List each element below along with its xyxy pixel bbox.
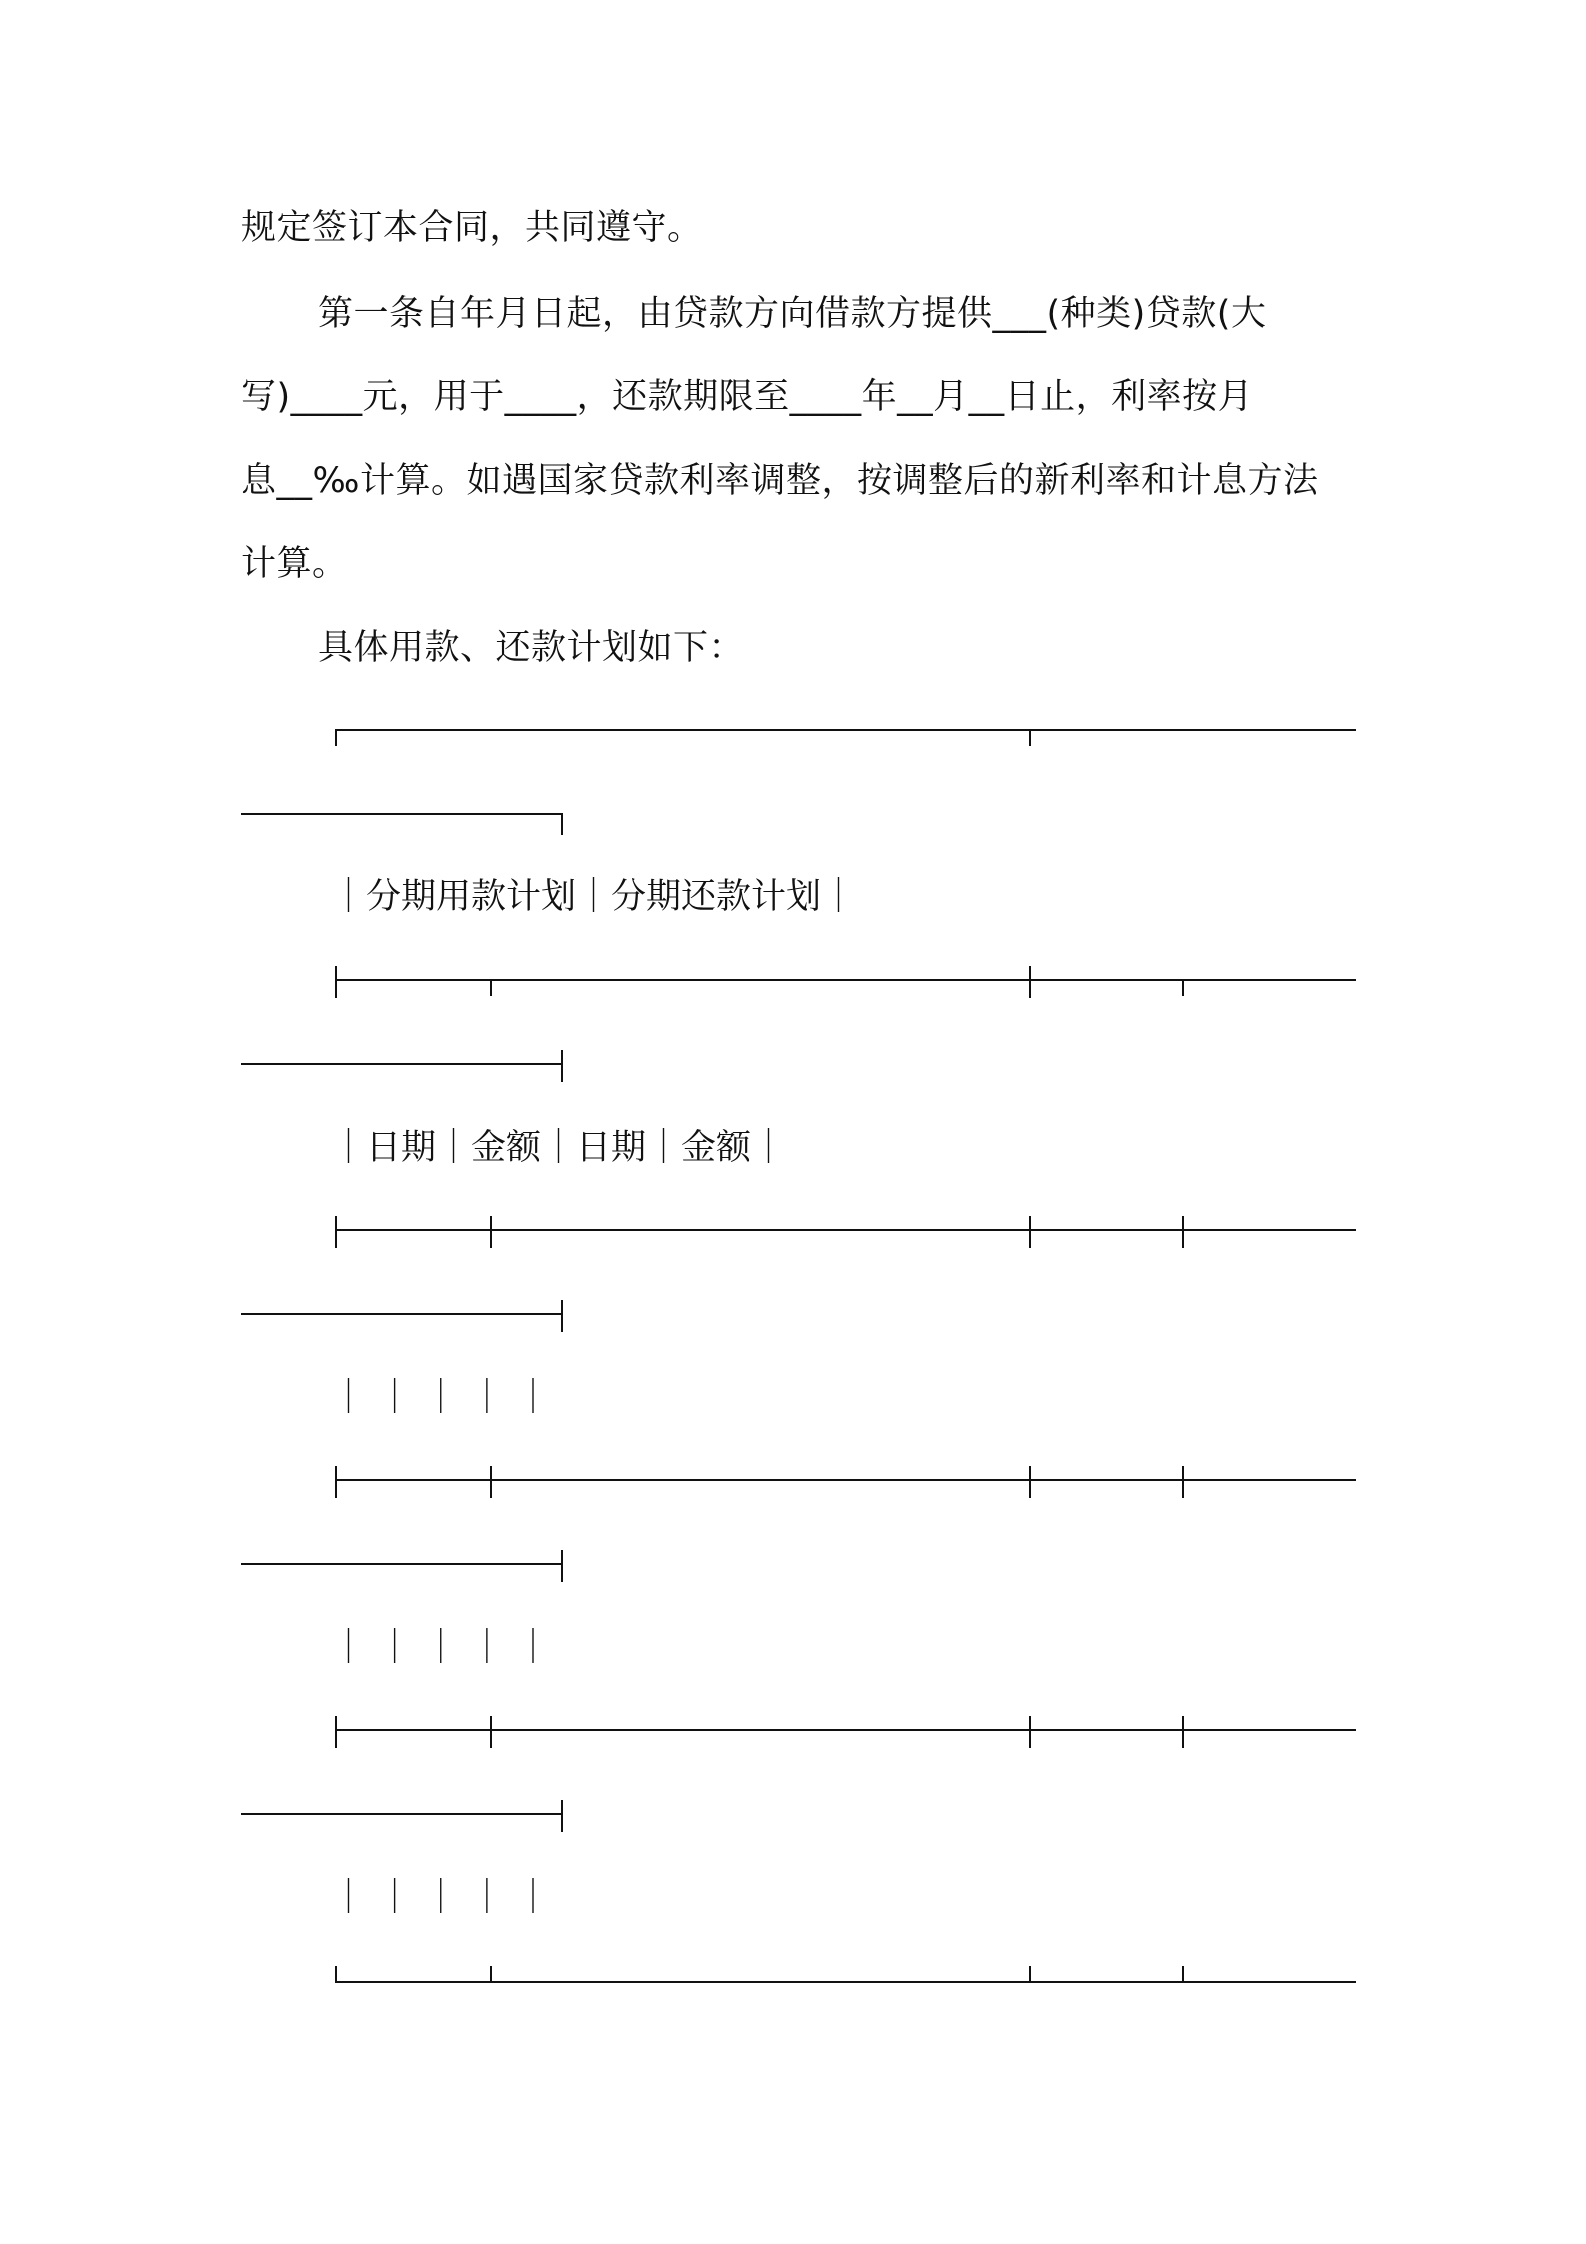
table-separator-tick [1029, 1216, 1031, 1248]
table-separator-tick [335, 1466, 337, 1498]
table-border-continuation [241, 1063, 562, 1065]
table-separator-tick [490, 1466, 492, 1498]
table-border-continuation [241, 813, 562, 815]
table-header-row: ｜分期用款计划｜分期还款计划｜ [331, 877, 857, 917]
table-separator-tick [335, 966, 337, 998]
table-column-tick [1029, 729, 1031, 746]
table-subheader-row: ｜日期｜金额｜日期｜金额｜ [331, 1128, 787, 1168]
table-separator-tick [1182, 1216, 1184, 1248]
table-bottom-tick [490, 1966, 492, 1983]
table-bottom-tick [1182, 1966, 1184, 1983]
table-empty-row: ｜ ｜ ｜ ｜ ｜ [331, 1878, 551, 1918]
table-end-tick [561, 1800, 563, 1832]
table-separator-tick [1029, 966, 1031, 998]
table-separator-tick [1182, 1716, 1184, 1748]
table-empty-row: ｜ ｜ ｜ ｜ ｜ [331, 1378, 551, 1418]
paragraph-line-5: 计算。 [241, 544, 348, 584]
table-bottom-tick [335, 1966, 337, 1983]
table-separator-tick [490, 1216, 492, 1248]
table-top-border [337, 729, 1356, 731]
paragraph-line-1: 规定签订本合同，共同遵守。 [241, 208, 703, 248]
table-end-tick [561, 813, 563, 835]
table-bottom-tick [1029, 1966, 1031, 1983]
paragraph-line-3: 写)____元，用于____，还款期限至____年__月__日止，利率按月 [241, 377, 1254, 417]
table-separator-tick [335, 1216, 337, 1248]
table-separator-tick [1182, 1466, 1184, 1498]
paragraph-line-4: 息__‰计算。如遇国家贷款利率调整，按调整后的新利率和计息方法 [241, 461, 1319, 501]
table-end-tick [561, 1300, 563, 1332]
table-separator-tick [1029, 1716, 1031, 1748]
table-empty-row: ｜ ｜ ｜ ｜ ｜ [331, 1628, 551, 1668]
table-corner-tick [335, 729, 337, 746]
table-separator-tick [490, 979, 492, 996]
table-end-tick [561, 1050, 563, 1082]
table-end-tick [561, 1550, 563, 1582]
table-separator-tick [490, 1716, 492, 1748]
table-border-continuation [241, 1813, 562, 1815]
table-border-continuation [241, 1313, 562, 1315]
table-separator-tick [335, 1716, 337, 1748]
table-border-continuation [241, 1563, 562, 1565]
table-separator-tick [1182, 979, 1184, 996]
paragraph-line-2: 第一条自年月日起，由贷款方向借款方提供___(种类)贷款(大 [318, 294, 1267, 334]
paragraph-line-6: 具体用款、还款计划如下： [318, 628, 745, 668]
table-separator-tick [1029, 1466, 1031, 1498]
